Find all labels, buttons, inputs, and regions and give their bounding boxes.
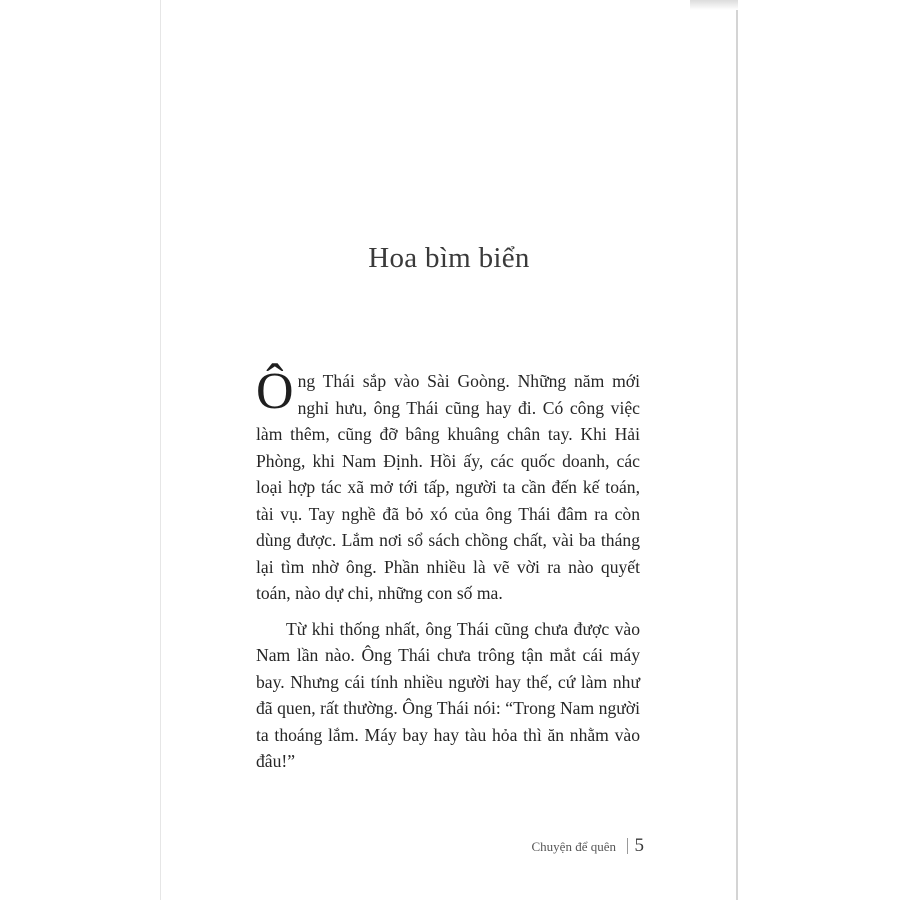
footer-divider <box>627 838 628 854</box>
paragraph-2-text: Từ khi thống nhất, ông Thái cũng chưa được vào Nam lần nào. Ông Thái chưa trông tận mắt cái máy bay. Nhưng cái tính nhiều người hay thế, cứ làm như đã quen, rất thường. Ông Thái nói: “Trong Nam người ta thoáng lắm. Máy bay hay tàu hỏa thì ăn nhằm vào đâu!” <box>256 618 640 771</box>
paragraph-1 <box>256 363 640 607</box>
drop-cap: Ô <box>256 363 294 420</box>
page-footer <box>160 836 738 856</box>
chapter-title: Hoa bìm biển <box>368 242 530 274</box>
chapter-body <box>256 363 640 775</box>
page-corner-shadow <box>690 0 738 10</box>
paragraph-1-text: ng Thái sắp vào Sài Goòng. Những năm mới nghỉ hưu, ông Thái cũng hay đi. Có công việc làm thêm, cũng đỡ bâng khuâng chân tay. Khi Hải Phòng, khi Nam Định. Hồi ấy, các quốc doanh, các loại hợp tác xã mở tới tấp, người ta cần đến kế toán, tài vụ. Tay nghề đã bỏ xó của ông Thái đâm ra còn dùng được. Lắm nơi sổ sách chồng chất, vài ba tháng lại tìm nhờ ông. Phần nhiều là vẽ vời ra nào quyết toán, nào dự chi, những con số ma. <box>256 371 640 603</box>
page-number: 5 <box>634 835 644 856</box>
running-footer-title: Chuyện để quên <box>531 839 616 854</box>
paragraph-2 <box>256 616 640 775</box>
